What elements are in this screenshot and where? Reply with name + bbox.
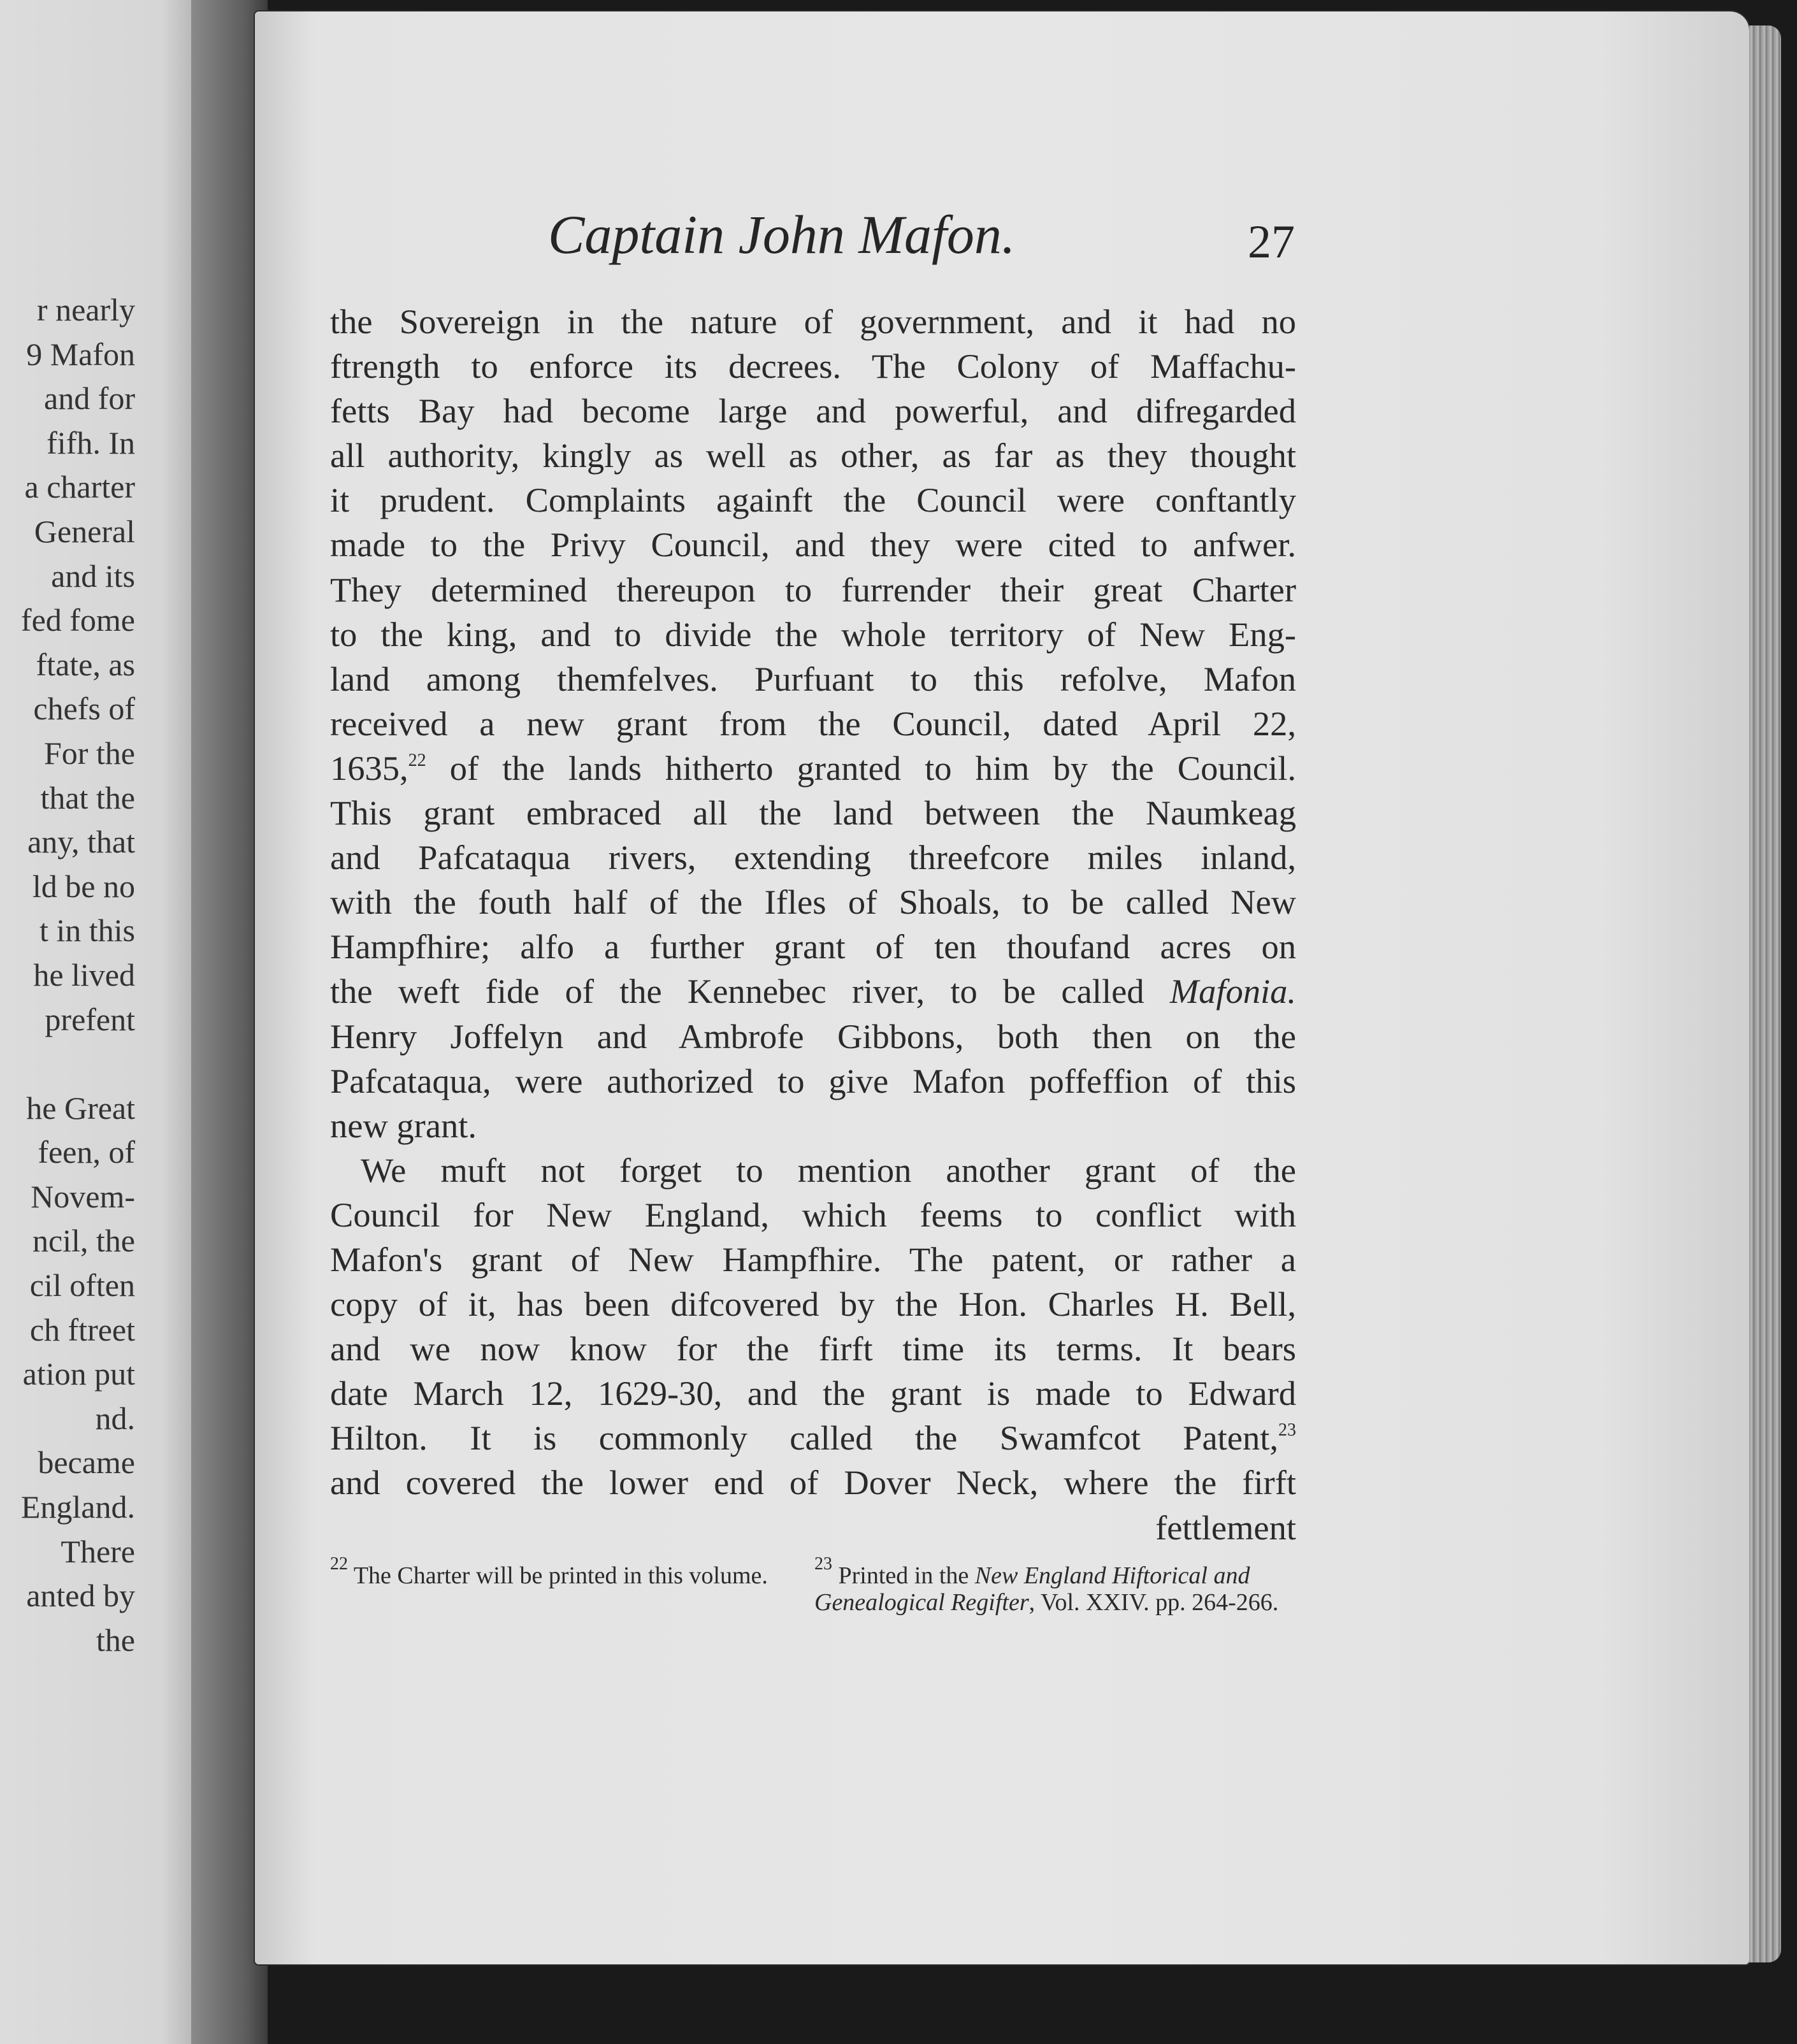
left-page-line: 9 Mafon [26, 336, 135, 372]
text-line: Hampfhire; alfo a further grant of ten thoufand acres on [330, 927, 1296, 967]
text-line: it prudent. Complaints againft the Council were conftantly [330, 480, 1296, 520]
text-line: ftrength to enforce its decrees. The Colony of Maffachu- [330, 347, 1296, 386]
footnote-23 [814, 1554, 1296, 1616]
left-page-line: Novem- [31, 1178, 135, 1214]
catchword: fettlement [1155, 1508, 1296, 1547]
left-page-line: nd. [95, 1400, 135, 1436]
left-page-line: ncil, the [32, 1223, 135, 1259]
text-line: with the fouth half of the Ifles of Shoals, to be called New [330, 882, 1296, 922]
footnotes [330, 1554, 1296, 1645]
footnote-text: , Vol. XXIV. pp. 264-266. [1028, 1589, 1279, 1616]
text-line: Henry Joffelyn and Ambrofe Gibbons, both then on the [330, 1016, 1296, 1056]
left-page-line: England. [20, 1489, 135, 1525]
left-page-line: chefs of [33, 691, 135, 727]
text-line: all authority, kingly as well as other, as far as they thought [330, 436, 1296, 475]
text-line: copy of it, has been difcovered by the Hon. Charles H. Bell, [330, 1285, 1296, 1324]
body-text [330, 299, 1296, 1550]
left-page-line: the [96, 1622, 135, 1658]
left-page-line: feen, of [38, 1134, 135, 1170]
left-page-line: he lived [33, 956, 135, 993]
text-line: fetts Bay had become large and powerful, and difregarded [330, 391, 1296, 431]
text-line: and Pafcataqua rivers, extending threefcore miles inland, [330, 838, 1296, 877]
left-page-line: r nearly [36, 292, 135, 327]
left-page-line: cil often [29, 1267, 135, 1304]
left-page-line: ation put [22, 1356, 135, 1392]
text-line: made to the Privy Council, and they were cited to anfwer. [330, 525, 1296, 565]
left-page-line: and its [51, 558, 135, 594]
text-line: land among themfelves. Purfuant to this refolve, Mafon [330, 659, 1296, 698]
footnote-ref: 22 [408, 750, 426, 770]
running-head: Captain John Mafon. [548, 204, 1016, 265]
italic-text: Mafonia. [1169, 972, 1296, 1011]
text-span: the weft fide of the Kennebec river, to be called [330, 972, 1170, 1011]
text-line [330, 746, 1296, 791]
text-line: Pafcataqua, were authorized to give Mafon poffeffion of this [330, 1061, 1296, 1100]
text-line: Mafon's grant of New Hampfhire. The patent, or rather a [330, 1239, 1296, 1279]
left-page-line: General [34, 513, 135, 549]
left-page-line: a charter [24, 469, 135, 505]
text-line: Council for New England, which feems to conflict with [330, 1195, 1296, 1234]
left-page-line: became [38, 1444, 135, 1481]
left-page-line: ftate, as [36, 646, 135, 682]
left-page-text [0, 288, 135, 1662]
text-line: the Sovereign in the nature of government, and it had no [330, 302, 1296, 341]
footnote-text: The Charter will be printed in this volume. [348, 1562, 768, 1589]
text-line: received a new grant from the Council, dated April 22, [330, 703, 1296, 743]
page-number: 27 [1248, 216, 1295, 268]
text-line: date March 12, 1629-30, and the grant is made to Edward [330, 1374, 1296, 1413]
text-line: This grant embraced all the land between the Naumkeag [330, 793, 1296, 833]
left-page-line: For the [43, 735, 135, 771]
left-page-line: anted by [26, 1578, 135, 1614]
left-page-line: he Great [26, 1090, 135, 1126]
footnote-number: 22 [330, 1554, 348, 1574]
footnote-text: Printed in the [832, 1562, 975, 1589]
footnote-number: 23 [814, 1554, 832, 1574]
text-line: They determined thereupon to furrender their great Charter [330, 570, 1296, 609]
left-page-line [0, 1042, 135, 1086]
left-page-line: fifh. In [47, 424, 135, 461]
left-page-line: ch ftreet [29, 1311, 135, 1348]
left-page-line: t in this [39, 912, 135, 949]
text-span: of the lands hitherto granted to him by the Council. [426, 748, 1296, 788]
text-line: to the king, and to divide the whole territory of New Eng- [330, 614, 1296, 654]
text-line [330, 1416, 1296, 1460]
left-page-line: any, that [27, 824, 135, 860]
page-edge [1749, 25, 1781, 1962]
left-page-line: There [61, 1533, 135, 1569]
text-line: We muft not forget to mention another grant of the [361, 1150, 1296, 1190]
left-page-line: prefent [45, 1001, 135, 1037]
text-line [330, 969, 1296, 1014]
left-page-line: and for [44, 380, 135, 417]
italic-text: New England Hiftorical and Genealogical Regifter [814, 1562, 1250, 1616]
left-page-line: that the [40, 779, 135, 816]
left-page [0, 0, 268, 2044]
footnote-ref: 23 [1278, 1420, 1296, 1441]
text-span: 1635, [330, 748, 408, 788]
left-page-line: ld be no [32, 868, 135, 904]
footnote-22 [330, 1554, 795, 1589]
text-span: Hilton. It is commonly called the Swamfcot Patent, [330, 1418, 1278, 1458]
text-line: and covered the lower end of Dover Neck, where the firft [330, 1463, 1296, 1502]
text-line: new grant. [330, 1105, 477, 1145]
left-page-line: fed fome [20, 602, 135, 638]
text-line: and we now know for the firft time its terms. It bears [330, 1329, 1296, 1369]
